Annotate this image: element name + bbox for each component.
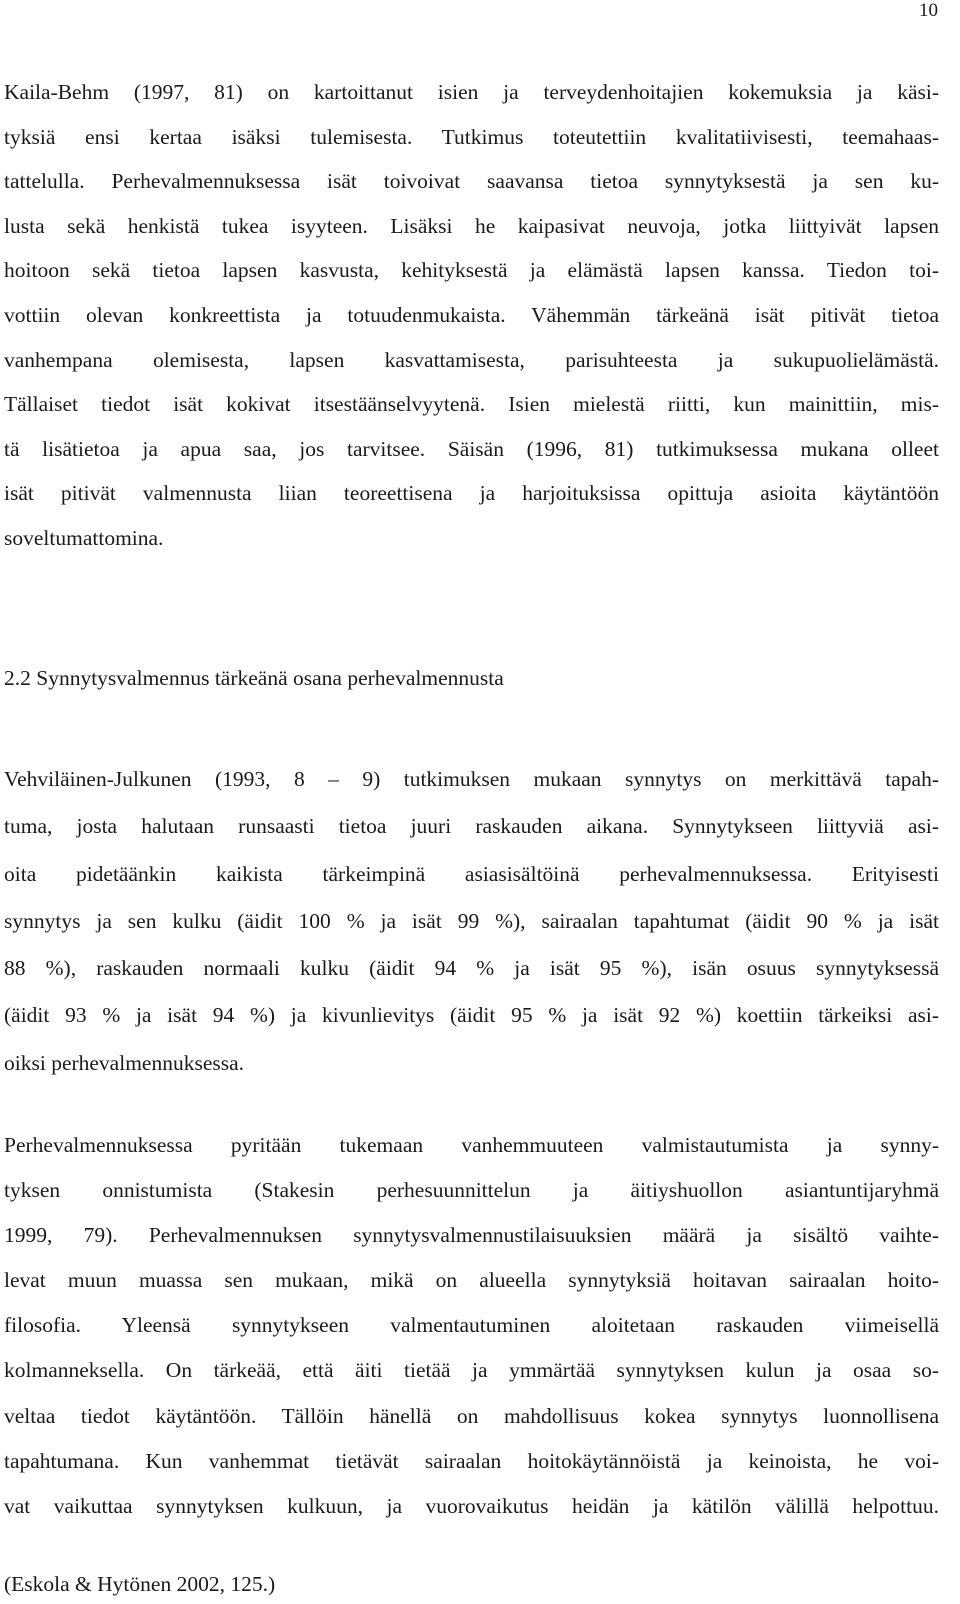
text-line: (äidit 93 % ja isät 94 %) ja kivunlievitys (äidit 95 % ja isät 92 %) koettiin tärkeiksi asi- bbox=[4, 1003, 939, 1028]
section-heading: 2.2 Synnytysvalmennus tärkeänä osana perhevalmennusta bbox=[4, 666, 504, 690]
text-line: Vehviläinen-Julkunen (1993, 8 – 9) tutkimuksen mukaan synnytys on merkittävä tapah- bbox=[4, 767, 939, 791]
text-line: kolmanneksella. On tärkeää, että äiti tietää ja ymmärtää synnytyksen kulun ja osaa so- bbox=[4, 1358, 939, 1383]
text-line: tä lisätietoa ja apua saa, jos tarvitsee. Säisän (1996, 81) tutkimuksessa mukana olleet bbox=[4, 436, 939, 461]
text-line: tattelulla. Perhevalmennuksessa isät toivoivat saavansa tietoa synnytyksestä ja sen ku- bbox=[4, 169, 939, 194]
text-line: lusta sekä henkistä tukea isyyteen. Lisäksi he kaipasivat neuvoja, jotka liittyivät lapsen bbox=[4, 213, 939, 238]
text-line: hoitoon sekä tietoa lapsen kasvusta, kehityksestä ja elämästä lapsen kanssa. Tiedon toi- bbox=[4, 258, 939, 283]
text-line: 88 %), raskauden normaali kulku (äidit 94 % ja isät 95 %), isän osuus synnytyksessä bbox=[4, 956, 939, 981]
text-line: 1999, 79). Perhevalmennuksen synnytysvalmennustilaisuuksien määrä ja sisältö vaihte- bbox=[4, 1223, 939, 1248]
text-line: Tällaiset tiedot isät kokivat itsestäänselvyytenä. Isien mielestä riitti, kun mainittiin, mis- bbox=[4, 392, 939, 417]
text-line: isät pitivät valmennusta liian teoreettisena ja harjoituksissa opittuja asioita käytäntöön bbox=[4, 481, 939, 506]
body-paragraph-perhevalmennus bbox=[4, 1123, 939, 1529]
page-number: 10 bbox=[919, 0, 938, 21]
text-line: vanhempana olemisesta, lapsen kasvattamisesta, parisuhteesta ja sukupuolielämästä. bbox=[4, 347, 939, 372]
body-paragraph-synnytys-tapahtumana bbox=[4, 756, 939, 1087]
body-paragraph-isien-kokemukset bbox=[4, 70, 939, 561]
text-line: oita pidetäänkin kaikista tärkeimpinä asiasisältöinä perhevalmennuksessa. Erityisesti bbox=[4, 861, 939, 886]
text-line: oiksi perhevalmennuksessa. bbox=[4, 1050, 245, 1075]
text-line: tuma, josta halutaan runsaasti tietoa juuri raskauden aikana. Synnytykseen liittyviä asi- bbox=[4, 814, 939, 839]
text-line: levat muun muassa sen mukaan, mikä on alueella synnytyksiä hoitavan sairaalan hoito- bbox=[4, 1268, 939, 1293]
text-line: tyksiä ensi kertaa isäksi tulemisesta. Tutkimus toteutettiin kvalitatiivisesti, teemahaas- bbox=[4, 124, 939, 149]
text-line: soveltumattomina. bbox=[4, 525, 164, 550]
text-line: vat vaikuttaa synnytyksen kulkuun, ja vuorovaikutus heidän ja kätilön välillä helpottuu. bbox=[4, 1493, 939, 1518]
text-line: tyksen onnistumista (Stakesin perhesuunnittelun ja äitiyshuollon asiantuntijaryhmä bbox=[4, 1178, 939, 1203]
text-line: tapahtumana. Kun vanhemmat tietävät sairaalan hoitokäytännöistä ja keinoista, he voi- bbox=[4, 1448, 939, 1473]
text-line: (Eskola & Hytönen 2002, 125.) bbox=[4, 1572, 276, 1596]
text-line: veltaa tiedot käytäntöön. Tällöin hänellä on mahdollisuus kokea synnytys luonnollisena bbox=[4, 1403, 939, 1428]
text-line: vottiin olevan konkreettista ja totuudenmukaista. Vähemmän tärkeänä isät pitivät tietoa bbox=[4, 302, 939, 327]
text-line: filosofia. Yleensä synnytykseen valmentautuminen aloitetaan raskauden viimeisellä bbox=[4, 1313, 939, 1338]
text-line: Perhevalmennuksessa pyritään tukemaan vanhemmuuteen valmistautumista ja synny- bbox=[4, 1133, 939, 1157]
text-line: synnytys ja sen kulku (äidit 100 % ja isät 99 %), sairaalan tapahtumat (äidit 90 % ja isät bbox=[4, 908, 939, 933]
text-line: Kaila-Behm (1997, 81) on kartoittanut isien ja terveydenhoitajien kokemuksia ja käsi- bbox=[4, 80, 939, 104]
citation-line bbox=[4, 1564, 939, 1604]
